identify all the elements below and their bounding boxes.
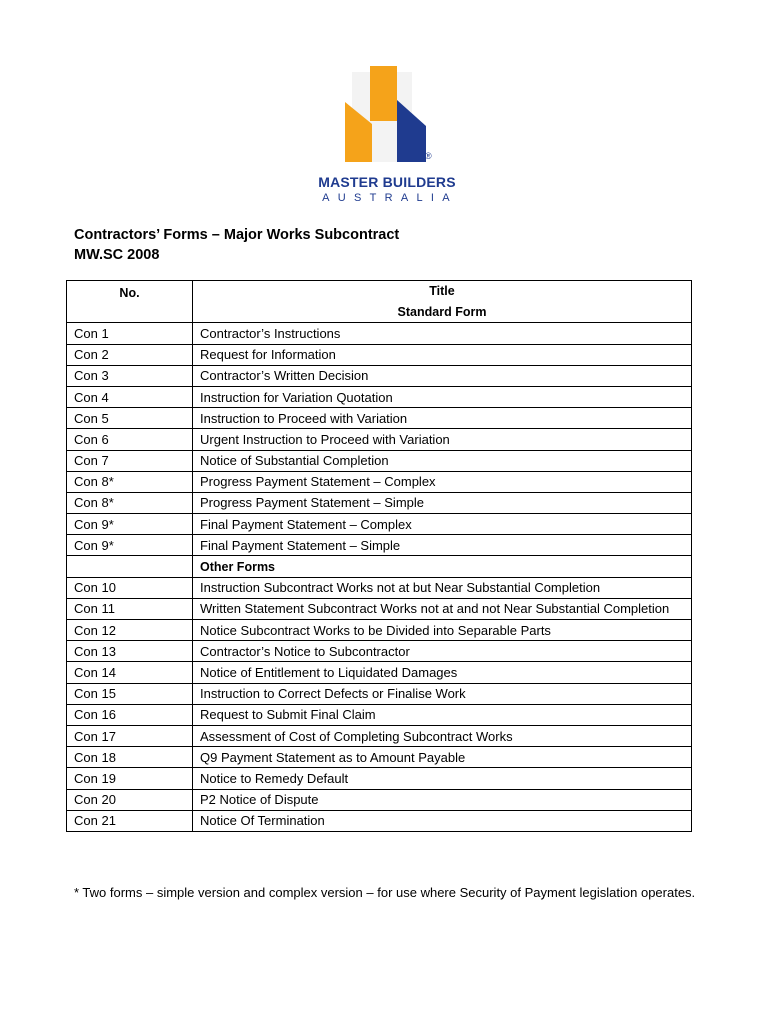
table-row: [67, 704, 692, 725]
form-number: Con 20: [67, 789, 193, 810]
table-row: [67, 810, 692, 831]
table-row: [67, 620, 692, 641]
form-title: Progress Payment Statement – Simple: [193, 492, 692, 513]
table-row: [67, 429, 692, 450]
form-title: Written Statement Subcontract Works not at and not Near Substantial Completion: [193, 598, 692, 619]
form-title: P2 Notice of Dispute: [193, 789, 692, 810]
form-number: Con 14: [67, 662, 193, 683]
table-row: [67, 789, 692, 810]
table-row: [67, 365, 692, 386]
form-title: Progress Payment Statement – Complex: [193, 471, 692, 492]
form-number: Con 10: [67, 577, 193, 598]
table-row: [67, 768, 692, 789]
form-title: Notice Subcontract Works to be Divided into Separable Parts: [193, 620, 692, 641]
form-number: Con 9*: [67, 514, 193, 535]
footnote: * Two forms – simple version and complex version – for use where Security of Payment legislation operates.: [74, 885, 696, 900]
table-row: [67, 492, 692, 513]
form-number: Con 7: [67, 450, 193, 471]
form-title: Contractor’s Instructions: [193, 323, 692, 344]
form-number: Con 13: [67, 641, 193, 662]
form-title: Notice of Entitlement to Liquidated Damages: [193, 662, 692, 683]
table-row: [67, 323, 692, 344]
form-title: Request for Information: [193, 344, 692, 365]
form-number: Con 11: [67, 598, 193, 619]
form-number: Con 3: [67, 365, 193, 386]
form-title: Notice of Substantial Completion: [193, 450, 692, 471]
section-standard-form: Standard Form: [193, 302, 692, 323]
logo-line-2: AUSTRALIA: [322, 192, 458, 204]
form-title: Instruction for Variation Quotation: [193, 386, 692, 407]
form-title: Urgent Instruction to Proceed with Variation: [193, 429, 692, 450]
logo-line-1: MASTER BUILDERS: [318, 174, 456, 190]
table-row: [67, 662, 692, 683]
table-row: [67, 598, 692, 619]
table-row: [67, 577, 692, 598]
form-number: Con 8*: [67, 471, 193, 492]
form-title: Final Payment Statement – Complex: [193, 514, 692, 535]
table-row: [67, 747, 692, 768]
form-number: Con 12: [67, 620, 193, 641]
title-line-1: Contractors’ Forms – Major Works Subcontract: [74, 227, 400, 243]
form-number: Con 15: [67, 683, 193, 704]
form-title: Contractor’s Written Decision: [193, 365, 692, 386]
registered-mark: ®: [425, 151, 432, 161]
form-title: Instruction to Correct Defects or Finalise Work: [193, 683, 692, 704]
header-no: No.: [67, 281, 193, 323]
form-title: Notice to Remedy Default: [193, 768, 692, 789]
form-title: Final Payment Statement – Simple: [193, 535, 692, 556]
master-builders-emblem-icon: [312, 62, 462, 172]
form-number: Con 1: [67, 323, 193, 344]
section-other-forms: Other Forms: [193, 556, 692, 577]
form-number: Con 5: [67, 408, 193, 429]
forms-table: [66, 280, 692, 832]
master-builders-logo: [312, 62, 462, 212]
form-number: Con 16: [67, 704, 193, 725]
table-row: [67, 535, 692, 556]
form-number: Con 4: [67, 386, 193, 407]
table-row: [67, 725, 692, 746]
table-header-row: [67, 281, 692, 302]
form-number: Con 2: [67, 344, 193, 365]
form-title: Request to Submit Final Claim: [193, 704, 692, 725]
form-title: Instruction Subcontract Works not at but Near Substantial Completion: [193, 577, 692, 598]
form-number: Con 6: [67, 429, 193, 450]
form-title: Contractor’s Notice to Subcontractor: [193, 641, 692, 662]
form-number: [67, 556, 193, 577]
form-title: Instruction to Proceed with Variation: [193, 408, 692, 429]
table-row: [67, 386, 692, 407]
header-title: Title: [193, 281, 692, 302]
table-row: [67, 408, 692, 429]
form-number: Con 21: [67, 810, 193, 831]
form-title: Notice Of Termination: [193, 810, 692, 831]
form-number: Con 19: [67, 768, 193, 789]
title-line-2: MW.SC 2008: [74, 247, 160, 263]
table-row: [67, 683, 692, 704]
table-row: [67, 471, 692, 492]
table-row: [67, 450, 692, 471]
document-title: [74, 225, 399, 265]
form-title: Q9 Payment Statement as to Amount Payable: [193, 747, 692, 768]
table-row: [67, 641, 692, 662]
table-row: [67, 514, 692, 535]
form-number: Con 18: [67, 747, 193, 768]
section-row-other: [67, 556, 692, 577]
form-number: Con 8*: [67, 492, 193, 513]
table-row: [67, 344, 692, 365]
form-number: Con 17: [67, 725, 193, 746]
form-title: Assessment of Cost of Completing Subcontract Works: [193, 725, 692, 746]
form-number: Con 9*: [67, 535, 193, 556]
